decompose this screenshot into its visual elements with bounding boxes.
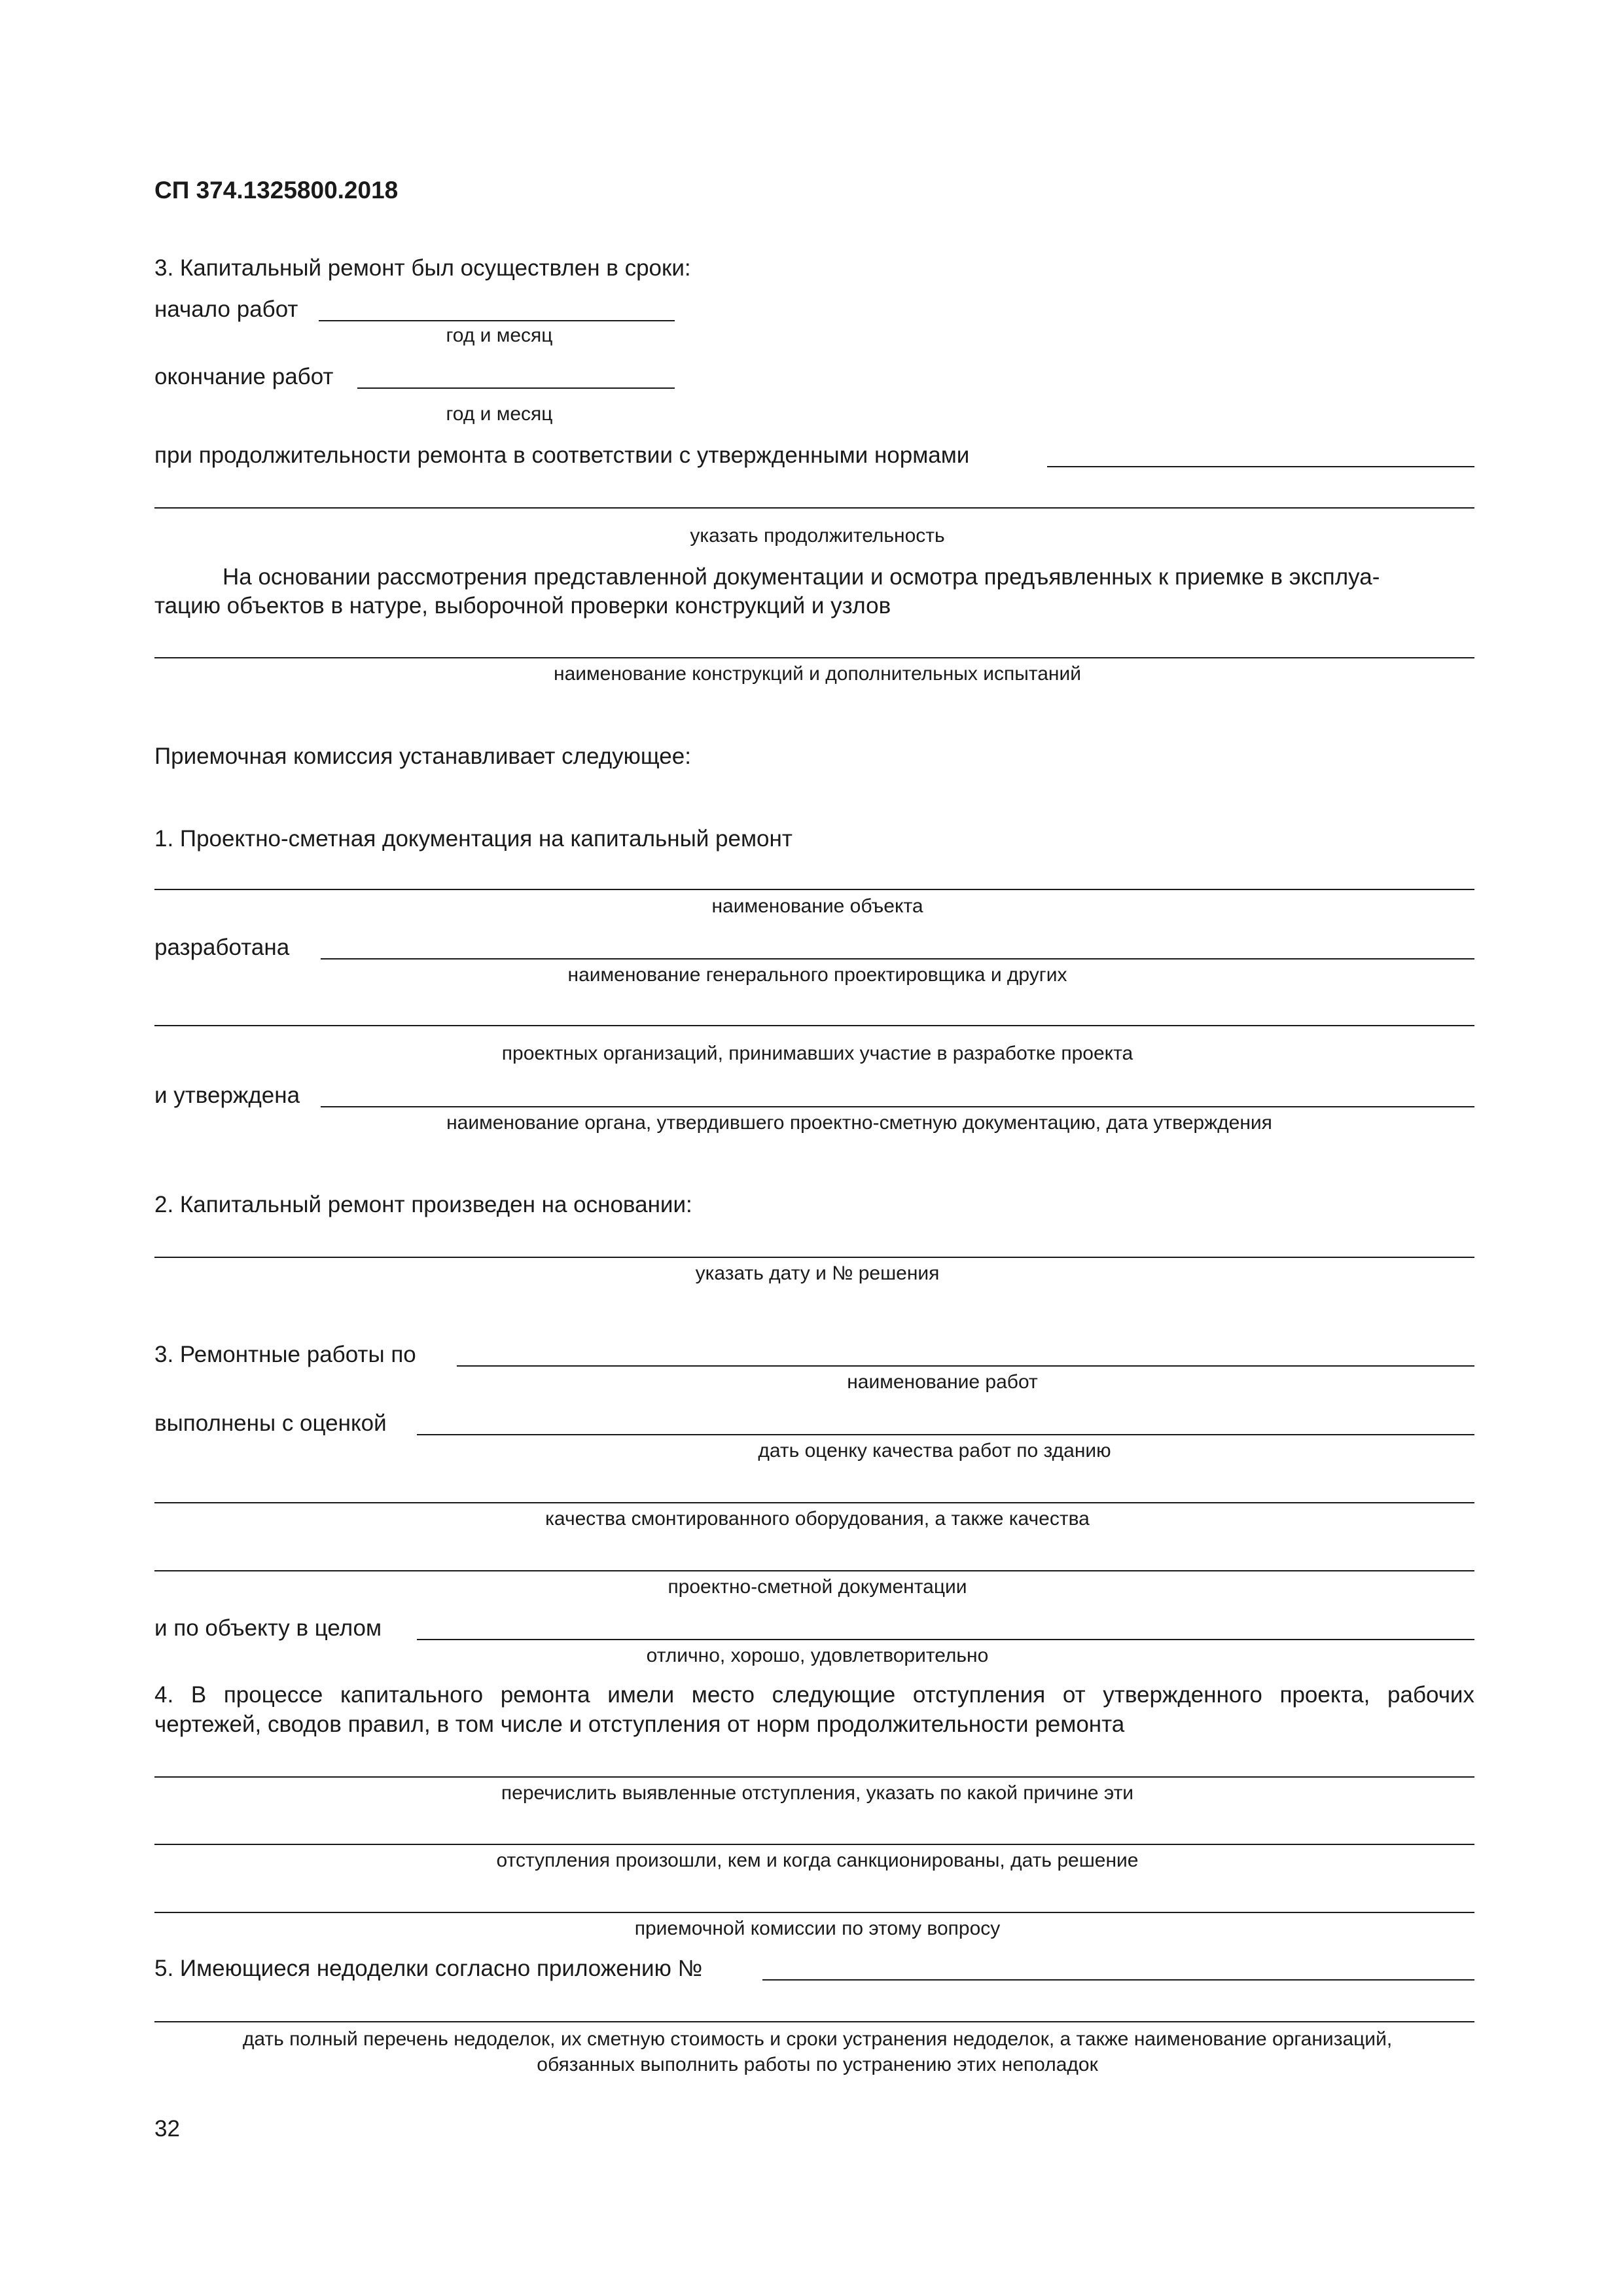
appendix-number-field[interactable] bbox=[762, 1979, 1474, 1981]
page-number: 32 bbox=[154, 2116, 180, 2142]
duration-field[interactable] bbox=[1047, 466, 1474, 467]
object-name-caption: наименование объекта bbox=[711, 895, 923, 917]
deviations-field[interactable] bbox=[154, 1776, 1474, 1778]
deviations-caption-2: отступления произошли, кем и когда санкционированы, дать решение bbox=[496, 1850, 1139, 1871]
approved-label: и утверждена bbox=[154, 1083, 300, 1108]
structures-caption: наименование конструкций и дополнительных испытаний bbox=[554, 663, 1081, 685]
decision-caption: указать дату и № решения bbox=[695, 1263, 940, 1284]
end-work-caption: год и месяц bbox=[446, 403, 553, 425]
defects-field[interactable] bbox=[154, 2021, 1474, 2022]
decision-field[interactable] bbox=[154, 1257, 1474, 1258]
deviations-field-3[interactable] bbox=[154, 1912, 1474, 1913]
item4-text-line1: 4. В процессе капитального ремонта имели место следующие отступления от утвержденного проекта, рабочих bbox=[154, 1682, 1474, 1708]
inspection-paragraph-line1: На основании рассмотрения представленной документации и осмотра предъявленных к приемке в эксплуа- bbox=[223, 564, 1380, 590]
item2-title: 2. Капитальный ремонт произведен на основании: bbox=[154, 1192, 692, 1217]
developer-caption: наименование генерального проектировщика и других bbox=[567, 964, 1067, 986]
document-code: СП 374.1325800.2018 bbox=[154, 177, 399, 204]
item4-text-line2: чертежей, сводов правил, в том числе и отступления от норм продолжительности ремонта bbox=[154, 1712, 1125, 1737]
developed-label: разработана bbox=[154, 935, 290, 960]
approved-by-field[interactable] bbox=[321, 1106, 1474, 1107]
end-work-label: окончание работ bbox=[154, 364, 334, 389]
equipment-quality-caption: качества смонтированного оборудования, а также качества bbox=[545, 1508, 1090, 1530]
overall-grade-field[interactable] bbox=[417, 1639, 1474, 1640]
equipment-quality-field[interactable] bbox=[154, 1502, 1474, 1503]
end-work-field[interactable] bbox=[357, 387, 675, 389]
deviations-caption-3: приемочной комиссии по этому вопросу bbox=[634, 1918, 1001, 1939]
repair-works-caption: наименование работ bbox=[847, 1371, 1038, 1393]
inspection-paragraph-line2: тацию объектов в натуре, выборочной проверки конструкций и узлов bbox=[154, 593, 891, 619]
grade-label: выполнены с оценкой bbox=[154, 1410, 387, 1436]
approved-by-caption: наименование органа, утвердившего проектно-сметную документацию, дата утверждения bbox=[446, 1112, 1272, 1134]
commission-statement: Приемочная комиссия устанавливает следующее: bbox=[154, 744, 691, 769]
defects-label: 5. Имеющиеся недоделки согласно приложению № bbox=[154, 1956, 703, 1981]
start-work-caption: год и месяц bbox=[446, 325, 553, 346]
item1-title: 1. Проектно-сметная документация на капитальный ремонт bbox=[154, 826, 793, 852]
defects-caption-line2: обязанных выполнить работы по устранению этих неполадок bbox=[537, 2054, 1098, 2075]
repair-works-label: 3. Ремонтные работы по bbox=[154, 1342, 416, 1367]
defects-caption-line1: дать полный перечень недоделок, их сметную стоимость и сроки устранения недоделок, а также наименование организаций, bbox=[242, 2028, 1393, 2050]
start-work-field[interactable] bbox=[319, 320, 675, 321]
overall-grade-caption: отлично, хорошо, удовлетворительно bbox=[646, 1645, 989, 1666]
grade-field[interactable] bbox=[417, 1434, 1474, 1435]
project-docs-caption: проектно-сметной документации bbox=[668, 1576, 967, 1598]
developer-field-continued[interactable] bbox=[154, 1025, 1474, 1026]
project-docs-field[interactable] bbox=[154, 1570, 1474, 1571]
duration-label: при продолжительности ремонта в соответствии с утвержденными нормами bbox=[154, 442, 970, 468]
repair-works-field[interactable] bbox=[457, 1365, 1474, 1367]
start-work-label: начало работ bbox=[154, 296, 298, 322]
developer-field[interactable] bbox=[321, 958, 1474, 960]
organizations-caption: проектных организаций, принимавших участие в разработке проекта bbox=[501, 1043, 1133, 1064]
duration-caption: указать продолжительность bbox=[690, 525, 945, 547]
deviations-field-2[interactable] bbox=[154, 1844, 1474, 1845]
duration-field-continued[interactable] bbox=[154, 507, 1474, 509]
grade-caption: дать оценку качества работ по зданию bbox=[758, 1440, 1111, 1462]
structures-field[interactable] bbox=[154, 657, 1474, 658]
timeline-intro: 3. Капитальный ремонт был осуществлен в сроки: bbox=[154, 255, 691, 281]
object-name-field[interactable] bbox=[154, 889, 1474, 890]
overall-label: и по объекту в целом bbox=[154, 1615, 382, 1641]
deviations-caption-1: перечислить выявленные отступления, указать по какой причине эти bbox=[501, 1782, 1134, 1804]
